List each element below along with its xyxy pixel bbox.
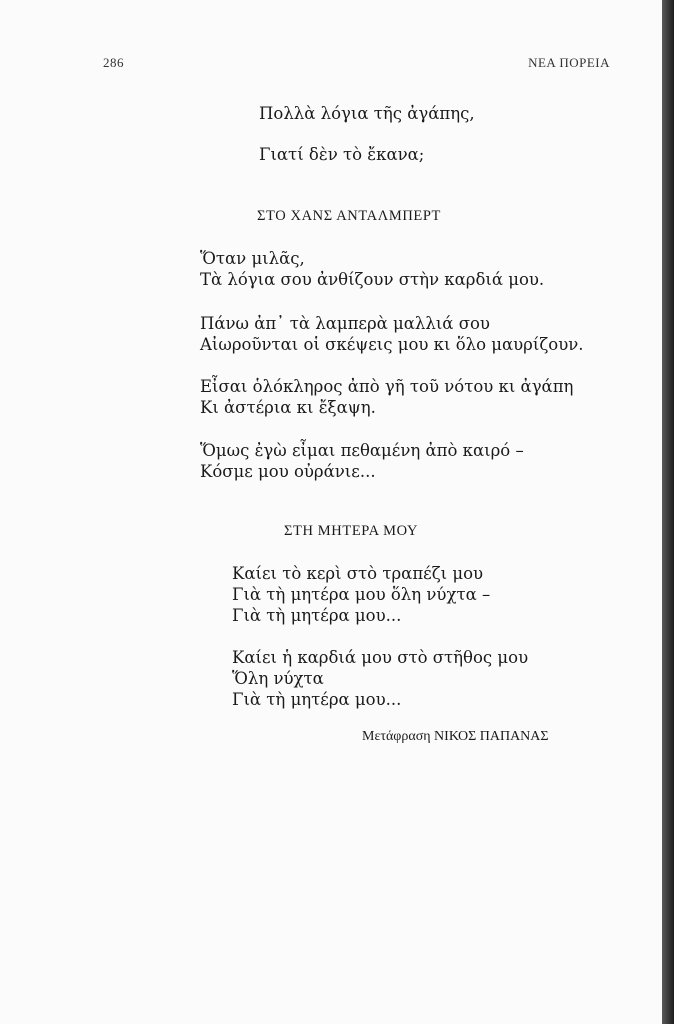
poem-line: Ὅμως ἐγὼ εἶμαι πεθαμένη ἀπὸ καιρό – xyxy=(200,441,524,460)
poem-line: Γιὰ τὴ μητέρα μου ὅλη νύχτα – xyxy=(232,585,491,604)
poem-stanza xyxy=(232,647,528,710)
poem-title: ΣΤΗ ΜΗΤΕΡΑ ΜΟΥ xyxy=(284,523,419,539)
poem-title: ΣΤΟ ΧΑΝΣ ΑΝΤΑΛΜΠΕΡΤ xyxy=(257,208,441,224)
poem-line: Γιὰ τὴ μητέρα μου... xyxy=(232,606,402,625)
poem-line: Γιὰ τὴ μητέρα μου... xyxy=(232,690,402,709)
poem-stanza xyxy=(200,376,573,418)
poem-line: Καίει ἡ καρδιά μου στὸ στῆθος μου xyxy=(232,648,529,667)
poem-stanza xyxy=(232,563,490,626)
poem-stanza xyxy=(200,313,584,355)
poem-line: Ὅλη νύχτα xyxy=(232,669,324,688)
running-header: ΝΕΑ ΠΟΡΕΙΑ xyxy=(528,55,610,70)
book-binding-edge xyxy=(662,0,674,1024)
poem-stanza xyxy=(200,248,544,290)
poem-line: Εἶσαι ὁλόκληρος ἀπὸ γῆ τοῦ νότου κι ἀγάπη xyxy=(200,377,574,396)
intro-poem-line: Πολλὰ λόγια τῆς ἀγάπης, xyxy=(259,104,475,123)
poem-line: Τὰ λόγια σου ἀνθίζουν στὴν καρδιά μου. xyxy=(200,270,545,289)
page-number: 286 xyxy=(103,55,124,70)
intro-poem-line: Γιατί δὲν τὸ ἔκανα; xyxy=(259,145,425,164)
poem-line: Ὅταν μιλᾶς, xyxy=(200,249,305,268)
poem-line: Καίει τὸ κερὶ στὸ τραπέζι μου xyxy=(232,564,484,583)
poem-stanza xyxy=(200,440,524,482)
translator-credit: Μετάφραση ΝΙΚΟΣ ΠΑΠΑΝΑΣ xyxy=(362,729,549,744)
poem-line: Πάνω ἀπ᾽ τὰ λαμπερὰ μαλλιά σου xyxy=(200,314,490,333)
poem-line: Αἰωροῦνται οἱ σκέψεις μου κι ὅλο μαυρίζουν. xyxy=(200,335,584,354)
poem-line: Κόσμε μου οὐράνιε... xyxy=(200,462,376,481)
poem-line: Κι ἀστέρια κι ἔξαψη. xyxy=(200,398,376,417)
